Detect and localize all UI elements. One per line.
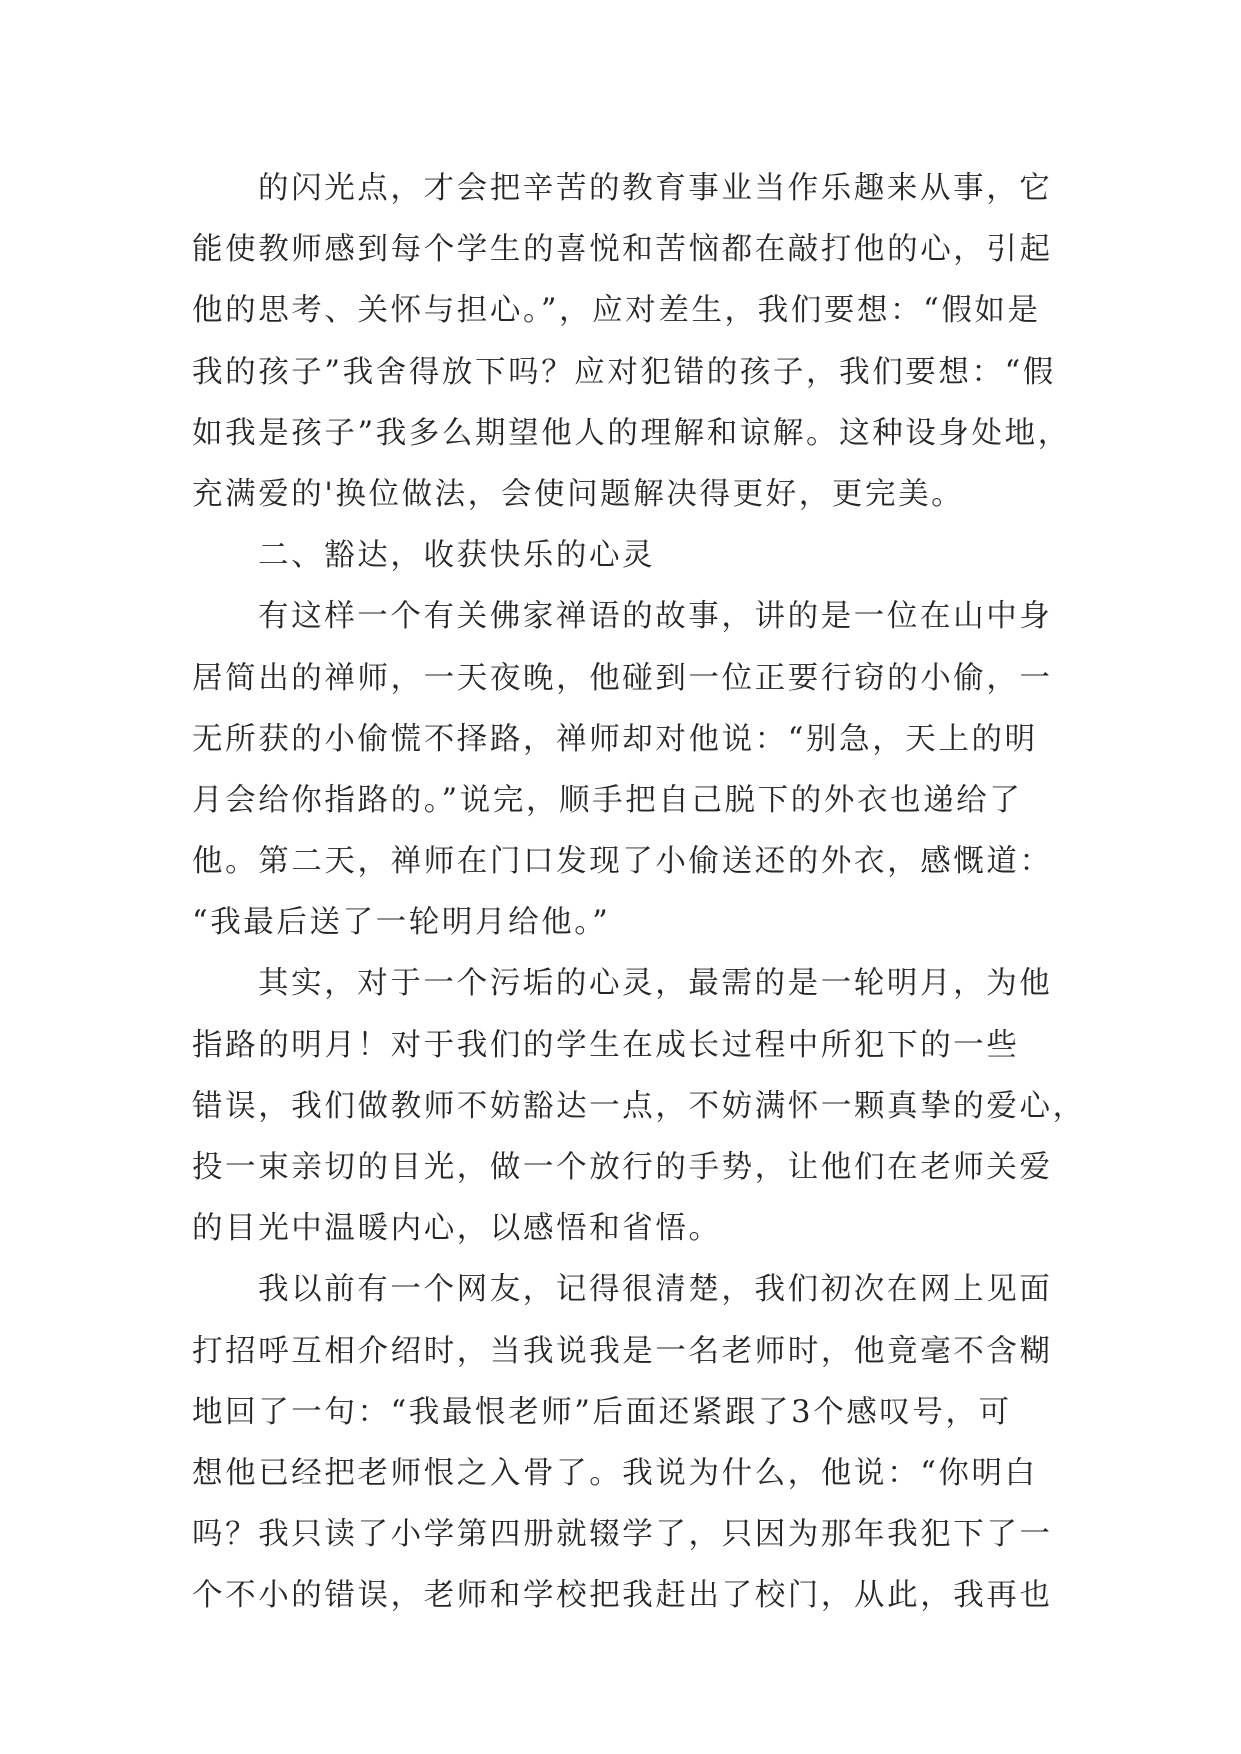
text-line: 居简出的禅师，一天夜晚，他碰到一位正要行窃的小偷，一	[192, 660, 1053, 696]
text-line: 指路的明月！对于我们的学生在成长过程中所犯下的一些	[192, 1027, 1020, 1063]
text-line: 打招呼互相介绍时，当我说我是一名老师时，他竟毫不含糊	[192, 1333, 1053, 1369]
text-line: 我以前有一个网友，记得很清楚，我们初次在网上见面	[258, 1272, 1053, 1308]
text-line: 能使教师感到每个学生的喜悦和苦恼都在敲打他的心，引起	[192, 232, 1053, 268]
text-line: 其实，对于一个污垢的心灵，最需的是一轮明月，为他	[258, 966, 1053, 1002]
text-line: 充满爱的'换位做法，会使问题解决得更好，更完美。	[192, 476, 965, 512]
text-line: 他的思考、关怀与担心。”，应对差生，我们要想：“假如是	[192, 293, 1041, 329]
text-line: 的目光中温暖内心，以感悟和省悟。	[192, 1211, 722, 1247]
text-line: 我的孩子”我舍得放下吗？应对犯错的孩子，我们要想：“假	[192, 354, 1056, 390]
text-line: 想他已经把老师恨之入骨了。我说为什么，他说：“你明白	[192, 1455, 1038, 1491]
text-line: 月会给你指路的。”说完，顺手把自己脱下的外衣也递给了	[192, 782, 1023, 818]
section-heading: 二、豁达，收获快乐的心灵	[258, 538, 656, 574]
text-line: “我最后送了一轮明月给他。”	[192, 905, 611, 941]
text-line: 错误，我们做教师不妨豁达一点，不妨满怀一颗真挚的爱心，	[192, 1088, 1086, 1124]
text-line: 的闪光点，才会把辛苦的教育事业当作乐趣来从事，它	[258, 171, 1053, 206]
text-line: 无所获的小偷慌不择路，禅师却对他说：“别急，天上的明	[192, 721, 1038, 757]
text-line: 投一束亲切的目光，做一个放行的手势，让他们在老师关爱	[192, 1150, 1053, 1185]
text-line: 如我是孩子”我多么期望他人的理解和谅解。这种设身处地，	[192, 415, 1071, 451]
text-line: 他。第二天，禅师在门口发现了小偷送还的外衣，感慨道：	[192, 844, 1053, 880]
text-line: 有这样一个有关佛家禅语的故事，讲的是一位在山中身	[258, 599, 1053, 635]
text-line: 地回了一句：“我最恨老师”后面还紧跟了3个感叹号，可	[192, 1394, 1012, 1430]
text-line: 个不小的错误，老师和学校把我赶出了校门，从此，我再也	[192, 1578, 1053, 1614]
text-line: 吗？我只读了小学第四册就辍学了，只因为那年我犯下了一	[192, 1517, 1053, 1553]
body-text	[192, 158, 1086, 1627]
